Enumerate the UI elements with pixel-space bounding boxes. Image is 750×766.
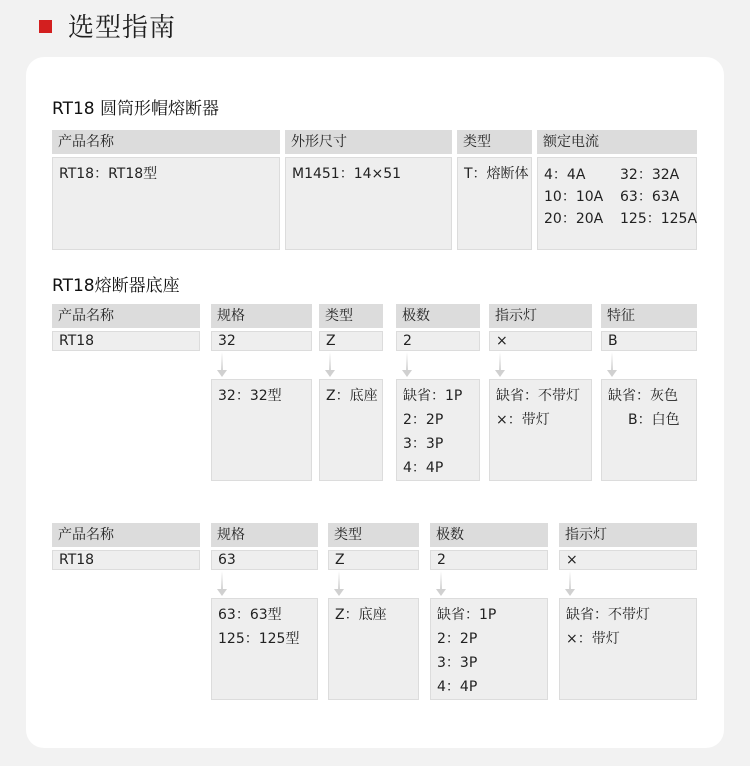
t1-value-feature: B: [601, 331, 697, 351]
t1-header-type: 类型: [319, 304, 383, 328]
t2-value-product-name: RT18: [52, 550, 200, 570]
current-item: 125：125A: [620, 211, 698, 227]
t2-arrow-type: [333, 571, 345, 597]
page-title: 选型指南: [68, 13, 177, 43]
option-item: 2：2P: [403, 412, 444, 428]
product-name-value: RT18：RT18型: [59, 166, 158, 182]
header-dimensions: 外形尺寸: [285, 130, 452, 154]
t1-value-poles: 2: [396, 331, 480, 351]
option-item: 4：4P: [403, 460, 444, 476]
t2-header-type: 类型: [328, 523, 419, 547]
rated-current-grid: [544, 164, 696, 230]
t1-header-product-name: 产品名称: [52, 304, 200, 328]
option-item: ×：带灯: [566, 631, 620, 647]
t1-header-spec: 规格: [211, 304, 312, 328]
option-item: 缺省：1P: [403, 388, 463, 404]
t1-arrow-feature: [606, 352, 618, 378]
option-item: Z：底座: [326, 388, 378, 404]
section2-title: RT18熔断器底座: [52, 276, 180, 296]
current-item: 4：4A: [544, 167, 586, 183]
option-item: 32：32型: [218, 388, 282, 404]
t2-arrow-spec: [216, 571, 228, 597]
t2-value-poles: 2: [430, 550, 548, 570]
product-name-cell: [52, 157, 280, 250]
t2-value-spec: 63: [211, 550, 318, 570]
t2-spec-options: [211, 598, 318, 700]
option-item: 4：4P: [437, 679, 478, 695]
dimensions-value: M1451：14×51: [292, 166, 402, 182]
option-item: 63：63型: [218, 607, 282, 623]
header-marker: [39, 20, 52, 33]
option-item: 缺省：灰色: [608, 388, 678, 404]
rated-current-cell: [537, 157, 697, 250]
type-cell: [457, 157, 532, 250]
option-item: ×：带灯: [496, 412, 550, 428]
t2-arrow-poles: [435, 571, 447, 597]
t2-value-type: Z: [328, 550, 419, 570]
current-item: 20：20A: [544, 211, 604, 227]
t1-spec-options: [211, 379, 312, 481]
header-type: 类型: [457, 130, 532, 154]
option-item: 缺省：不带灯: [496, 388, 580, 404]
option-item: 缺省：1P: [437, 607, 497, 623]
dimensions-cell: [285, 157, 452, 250]
t2-header-indicator: 指示灯: [559, 523, 697, 547]
current-item: 32：32A: [620, 167, 680, 183]
option-item: 125：125型: [218, 631, 300, 647]
option-item: 缺省：不带灯: [566, 607, 650, 623]
t1-arrow-poles: [401, 352, 413, 378]
t1-arrow-type: [324, 352, 336, 378]
t1-header-feature: 特征: [601, 304, 697, 328]
t1-value-indicator: ×: [489, 331, 592, 351]
option-item: Z：底座: [335, 607, 387, 623]
t1-poles-options: [396, 379, 480, 481]
option-item: 2：2P: [437, 631, 478, 647]
t1-value-type: Z: [319, 331, 383, 351]
t1-value-spec: 32: [211, 331, 312, 351]
current-item: 63：63A: [620, 189, 680, 205]
section1-title: RT18 圆筒形帽熔断器: [52, 99, 219, 119]
current-item: 10：10A: [544, 189, 604, 205]
t1-indicator-options: [489, 379, 592, 481]
t2-header-spec: 规格: [211, 523, 318, 547]
t1-arrow-indicator: [494, 352, 506, 378]
t2-poles-options: [430, 598, 548, 700]
t2-header-product-name: 产品名称: [52, 523, 200, 547]
t2-type-options: [328, 598, 419, 700]
t1-type-options: [319, 379, 383, 481]
t2-arrow-indicator: [564, 571, 576, 597]
option-item: 3：3P: [437, 655, 478, 671]
header-rated-current: 额定电流: [537, 130, 697, 154]
t1-header-indicator: 指示灯: [489, 304, 592, 328]
t1-header-poles: 极数: [396, 304, 480, 328]
t1-arrow-spec: [216, 352, 228, 378]
t1-value-product-name: RT18: [52, 331, 200, 351]
option-item: 3：3P: [403, 436, 444, 452]
t2-value-indicator: ×: [559, 550, 697, 570]
t1-feature-options: [601, 379, 697, 481]
header-product-name: 产品名称: [52, 130, 280, 154]
type-value: T：熔断体: [464, 166, 529, 182]
t2-header-poles: 极数: [430, 523, 548, 547]
option-item: B：白色: [628, 412, 680, 428]
t2-indicator-options: [559, 598, 697, 700]
